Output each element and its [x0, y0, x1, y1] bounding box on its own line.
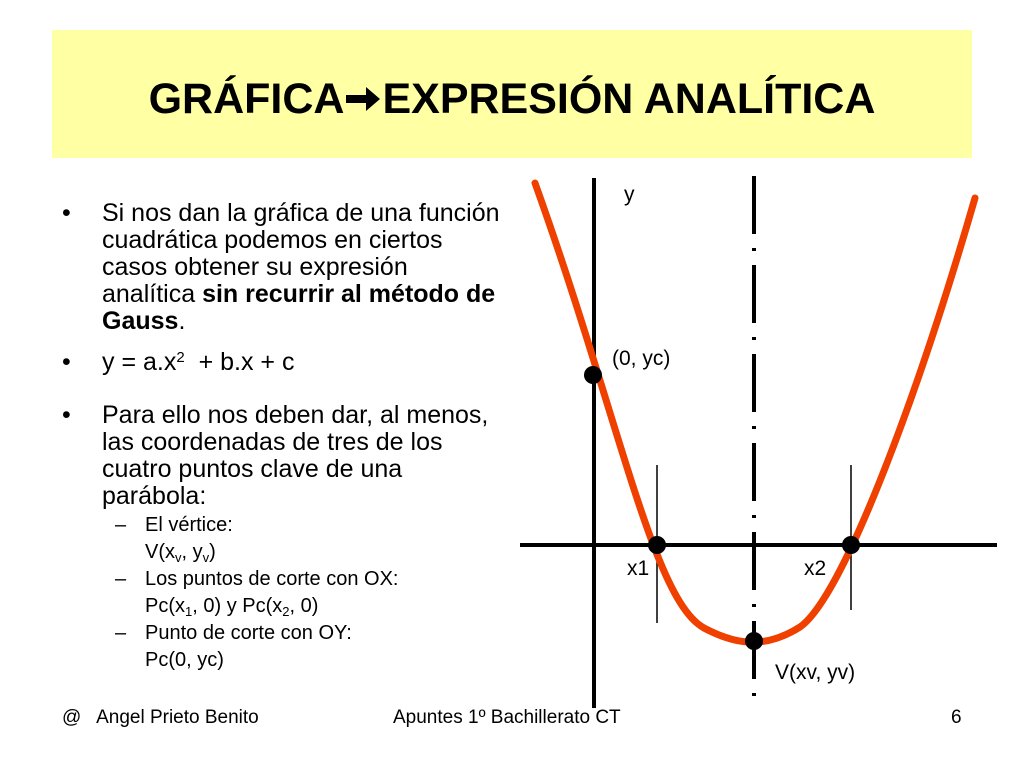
vertex-label: V(xv, yv) — [775, 661, 856, 684]
bullet-dot: • — [62, 401, 71, 429]
footer-page-number: 6 — [951, 707, 962, 728]
bullet-text: Si nos dan la gráfica de una función cuadrática podemos en ciertos casos obtener su expresión analítica — [102, 199, 500, 308]
y-intercept-point — [584, 366, 602, 384]
root2-point — [842, 536, 860, 554]
sub-bullet-text: Punto de corte con OY: — [145, 622, 352, 644]
equation-part: y = a.x — [102, 348, 177, 376]
sub-bullet-text: Los puntos de corte con OX: — [145, 568, 399, 590]
bullet-dot: • — [62, 348, 71, 376]
equation-rest: + b.x + c — [184, 348, 295, 376]
title-right: EXPRESIÓN ANALÍTICA — [382, 75, 876, 123]
root2-label: x2 — [804, 557, 827, 580]
sub-bullet-dash: – — [115, 514, 127, 536]
bullet-bold: sin recurrir al método de Gauss — [102, 280, 496, 335]
y-intercept-label: (0, yc) — [612, 347, 671, 370]
sub-bullet-formula: $V(x_v$, $y_v$) — [145, 541, 216, 565]
root1-point — [648, 536, 666, 554]
sub-bullet-formula: Pc(0, yc) — [145, 649, 224, 671]
sub-bullet-dash: – — [115, 568, 127, 590]
footer-course: Apuntes 1º Bachillerato CT — [393, 707, 621, 728]
footer-author: @ Angel Prieto Benito — [62, 707, 259, 728]
y-axis-label: y — [624, 183, 635, 206]
bullet-dot: • — [62, 199, 71, 227]
title-left: GRÁFICA — [148, 75, 345, 123]
sub-bullet-formula: $Pc(x_1$, 0) y $Pc(x_2$, 0) — [145, 595, 319, 619]
equation-exponent: 2 — [176, 349, 185, 366]
root1-label: x1 — [627, 557, 650, 580]
bullet-text: Para ello nos deben dar, al menos, las coordenadas de tres de los cuatro puntos clave de una parábola — [102, 401, 489, 510]
bullet-end: . — [178, 307, 186, 335]
vertex-point — [745, 632, 763, 650]
sub-bullet-dash: – — [115, 622, 127, 644]
bullet-end: : — [199, 482, 207, 510]
sub-bullet-text: El vértice: — [145, 514, 233, 536]
